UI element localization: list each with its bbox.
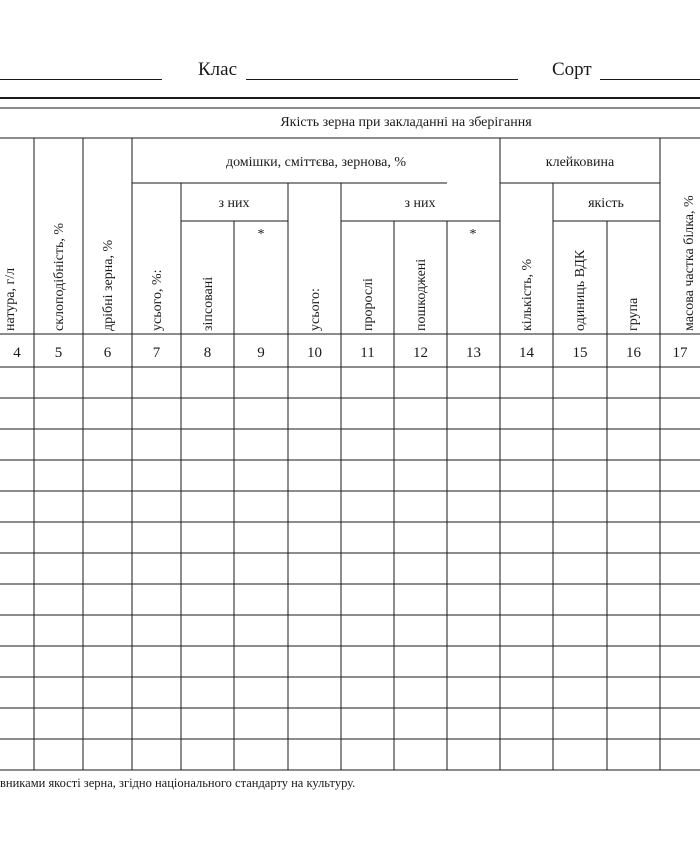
table-cell[interactable] xyxy=(501,368,552,397)
group-gluten: клейковина xyxy=(545,155,615,170)
table-cell[interactable] xyxy=(501,492,552,521)
table-cell[interactable] xyxy=(608,399,659,428)
table-cell[interactable] xyxy=(182,554,233,583)
table-cell[interactable] xyxy=(554,585,606,614)
column-number: 7 xyxy=(152,345,161,361)
table-cell[interactable] xyxy=(35,492,82,521)
table-cell[interactable] xyxy=(1,492,33,521)
table-cell[interactable] xyxy=(448,616,499,645)
table-cell[interactable] xyxy=(448,430,499,459)
table-cell[interactable] xyxy=(395,368,446,397)
table-cell[interactable] xyxy=(133,399,180,428)
table-cell[interactable] xyxy=(84,399,131,428)
table-cell[interactable] xyxy=(554,399,606,428)
table-cell[interactable] xyxy=(661,709,699,738)
table-cell[interactable] xyxy=(554,554,606,583)
table-cell[interactable] xyxy=(342,709,393,738)
table-cell[interactable] xyxy=(133,647,180,676)
table-cell[interactable] xyxy=(182,709,233,738)
table-cell[interactable] xyxy=(289,647,340,676)
table-cell[interactable] xyxy=(501,523,552,552)
table-cell[interactable] xyxy=(182,647,233,676)
table-cell[interactable] xyxy=(182,678,233,707)
table-cell[interactable] xyxy=(289,554,340,583)
table-cell[interactable] xyxy=(554,368,606,397)
table-cell[interactable] xyxy=(1,678,33,707)
header-natura: натура, г/л xyxy=(3,267,18,331)
table-cell[interactable] xyxy=(235,368,287,397)
table-title: Якість зерна при закладанні на зберігання xyxy=(280,115,532,130)
table-cell[interactable] xyxy=(554,740,606,769)
table-cell[interactable] xyxy=(289,430,340,459)
header-usogo-2: усього: xyxy=(308,288,323,331)
table-cell[interactable] xyxy=(84,523,131,552)
asterisk-col-9: * xyxy=(257,227,265,242)
table-cell[interactable] xyxy=(342,492,393,521)
table-cell[interactable] xyxy=(608,368,659,397)
table-cell[interactable] xyxy=(182,461,233,490)
table-cell[interactable] xyxy=(235,647,287,676)
table-cell[interactable] xyxy=(35,647,82,676)
table-cell[interactable] xyxy=(501,399,552,428)
table-cell[interactable] xyxy=(342,523,393,552)
table-cell[interactable] xyxy=(608,554,659,583)
column-number: 10 xyxy=(307,345,322,361)
table-cell[interactable] xyxy=(289,399,340,428)
table-cell[interactable] xyxy=(661,740,699,769)
table-cell[interactable] xyxy=(133,740,180,769)
column-number: 13 xyxy=(466,345,481,361)
header-grupa: група xyxy=(626,297,641,331)
table-cell[interactable] xyxy=(554,523,606,552)
table-cell[interactable] xyxy=(182,492,233,521)
table-cell[interactable] xyxy=(448,554,499,583)
table-cell[interactable] xyxy=(235,461,287,490)
table-cell[interactable] xyxy=(395,740,446,769)
table-cell[interactable] xyxy=(133,554,180,583)
column-number: 15 xyxy=(572,345,588,361)
table-cell[interactable] xyxy=(235,678,287,707)
table-cell[interactable] xyxy=(235,709,287,738)
column-number: 14 xyxy=(519,345,534,361)
table-cell[interactable] xyxy=(1,461,33,490)
table-cells xyxy=(1,368,699,769)
table-cell[interactable] xyxy=(342,740,393,769)
table-cell[interactable] xyxy=(342,647,393,676)
table-cell[interactable] xyxy=(395,678,446,707)
table-cell[interactable] xyxy=(661,678,699,707)
table-cell[interactable] xyxy=(395,709,446,738)
table-cell[interactable] xyxy=(608,740,659,769)
table-cell[interactable] xyxy=(501,647,552,676)
table-cell[interactable] xyxy=(554,492,606,521)
table-cell[interactable] xyxy=(342,585,393,614)
table-cell[interactable] xyxy=(235,616,287,645)
table-cell[interactable] xyxy=(661,523,699,552)
header-dribni-zerna: дрібні зерна, % xyxy=(101,239,116,331)
column-number: 5 xyxy=(54,345,63,361)
sort-label: Сорт xyxy=(552,59,592,80)
header-odynyts-vdk: одиниць ВДК xyxy=(573,249,588,331)
table-cell[interactable] xyxy=(1,709,33,738)
table-cell[interactable] xyxy=(133,709,180,738)
table-cell[interactable] xyxy=(1,585,33,614)
table-cell[interactable] xyxy=(608,647,659,676)
table-cell[interactable] xyxy=(84,430,131,459)
table-cell[interactable] xyxy=(501,678,552,707)
table-cell[interactable] xyxy=(35,399,82,428)
table-cell[interactable] xyxy=(448,523,499,552)
table-cell[interactable] xyxy=(661,461,699,490)
table-cell[interactable] xyxy=(133,585,180,614)
table-cell[interactable] xyxy=(84,368,131,397)
table-cell[interactable] xyxy=(84,554,131,583)
table-cell[interactable] xyxy=(289,492,340,521)
table-cell[interactable] xyxy=(133,678,180,707)
column-number: 16 xyxy=(626,345,641,361)
class-label: Клас xyxy=(198,59,238,80)
table-cell[interactable] xyxy=(235,399,287,428)
table-cell[interactable] xyxy=(133,368,180,397)
table-cell[interactable] xyxy=(608,709,659,738)
table-cell[interactable] xyxy=(35,461,82,490)
table-cell[interactable] xyxy=(1,399,33,428)
table-cell[interactable] xyxy=(84,616,131,645)
table-cell[interactable] xyxy=(448,678,499,707)
table-cell[interactable] xyxy=(661,368,699,397)
table-cell[interactable] xyxy=(554,616,606,645)
table-cell[interactable] xyxy=(395,492,446,521)
table-cell[interactable] xyxy=(501,430,552,459)
table-cell[interactable] xyxy=(1,740,33,769)
table-cell[interactable] xyxy=(235,740,287,769)
table-cell[interactable] xyxy=(182,399,233,428)
table-cell[interactable] xyxy=(661,492,699,521)
subheader-z-nykh-1: з них xyxy=(218,196,250,211)
table-cell[interactable] xyxy=(289,523,340,552)
table-cell[interactable] xyxy=(501,616,552,645)
table-cell[interactable] xyxy=(395,399,446,428)
table-cell[interactable] xyxy=(84,740,131,769)
table-cell[interactable] xyxy=(289,368,340,397)
table-cell[interactable] xyxy=(554,709,606,738)
table-cell[interactable] xyxy=(395,461,446,490)
table-cell[interactable] xyxy=(182,523,233,552)
table-cell[interactable] xyxy=(182,585,233,614)
table-cell[interactable] xyxy=(235,523,287,552)
header-proroslі: пророслі xyxy=(361,278,376,331)
table-cell[interactable] xyxy=(554,430,606,459)
table-cell[interactable] xyxy=(35,554,82,583)
table-cell[interactable] xyxy=(608,492,659,521)
table-cell[interactable] xyxy=(661,430,699,459)
header-poshkodzheni: пошкоджені xyxy=(414,258,429,331)
table-cell[interactable] xyxy=(289,585,340,614)
table-cell[interactable] xyxy=(35,368,82,397)
table-cell[interactable] xyxy=(661,616,699,645)
table-cell[interactable] xyxy=(289,709,340,738)
table-cell[interactable] xyxy=(35,616,82,645)
table-cell[interactable] xyxy=(182,430,233,459)
table-cell[interactable] xyxy=(554,647,606,676)
header-masova-chastka-bilka: масова частка білка, % xyxy=(682,195,697,331)
header-usogo-1: усього, %: xyxy=(150,269,165,331)
table-cell[interactable] xyxy=(661,399,699,428)
table-cell[interactable] xyxy=(235,492,287,521)
table-cell[interactable] xyxy=(554,461,606,490)
table-cell[interactable] xyxy=(608,430,659,459)
table-cell[interactable] xyxy=(395,554,446,583)
table-cell[interactable] xyxy=(608,616,659,645)
table-cell[interactable] xyxy=(1,616,33,645)
table-cell[interactable] xyxy=(182,616,233,645)
table-cell[interactable] xyxy=(133,430,180,459)
table-cell[interactable] xyxy=(395,430,446,459)
table-cell[interactable] xyxy=(342,616,393,645)
table-cell[interactable] xyxy=(501,740,552,769)
column-number: 9 xyxy=(257,345,265,361)
table-cell[interactable] xyxy=(84,492,131,521)
table-cell[interactable] xyxy=(342,368,393,397)
table-cell[interactable] xyxy=(501,585,552,614)
table-cell[interactable] xyxy=(84,709,131,738)
table-cell[interactable] xyxy=(289,461,340,490)
subheader-quality: якість xyxy=(588,196,624,211)
table-cell[interactable] xyxy=(35,585,82,614)
table-cell[interactable] xyxy=(448,399,499,428)
table-cell[interactable] xyxy=(448,461,499,490)
table-cell[interactable] xyxy=(133,461,180,490)
column-number: 4 xyxy=(13,345,21,361)
table-cell[interactable] xyxy=(395,585,446,614)
table-cell[interactable] xyxy=(342,678,393,707)
table-cell[interactable] xyxy=(342,554,393,583)
header-sklopodibnist: склоподібність, % xyxy=(52,223,67,331)
group-impurities: домішки, сміттєва, зернова, % xyxy=(225,155,407,170)
table-cell[interactable] xyxy=(84,585,131,614)
table-cell[interactable] xyxy=(235,585,287,614)
table-cell[interactable] xyxy=(608,523,659,552)
subheader-z-nykh-2: з них xyxy=(404,196,436,211)
table-cell[interactable] xyxy=(448,368,499,397)
table-cell[interactable] xyxy=(1,554,33,583)
table-cell[interactable] xyxy=(608,585,659,614)
table-cell[interactable] xyxy=(289,740,340,769)
table-cell[interactable] xyxy=(554,678,606,707)
table-cell[interactable] xyxy=(35,709,82,738)
column-number: 12 xyxy=(413,345,428,361)
table-cell[interactable] xyxy=(395,523,446,552)
table-cell[interactable] xyxy=(1,368,33,397)
table-cell[interactable] xyxy=(448,709,499,738)
table-cell[interactable] xyxy=(342,461,393,490)
table-cell[interactable] xyxy=(182,740,233,769)
column-numbers xyxy=(13,345,688,361)
table-cell[interactable] xyxy=(35,523,82,552)
table-cell[interactable] xyxy=(501,709,552,738)
table-cell[interactable] xyxy=(608,461,659,490)
table-cell[interactable] xyxy=(448,585,499,614)
table-cell[interactable] xyxy=(661,554,699,583)
table-cell[interactable] xyxy=(1,430,33,459)
table-cell[interactable] xyxy=(235,554,287,583)
table-cell[interactable] xyxy=(133,616,180,645)
table-cell[interactable] xyxy=(289,678,340,707)
table-cell[interactable] xyxy=(289,616,340,645)
table-cell[interactable] xyxy=(35,678,82,707)
header-zipsovani: зіпсовані xyxy=(201,276,216,331)
table-cell[interactable] xyxy=(35,430,82,459)
header-kilkist: кількість, % xyxy=(520,258,535,331)
table-cell[interactable] xyxy=(501,554,552,583)
table-cell[interactable] xyxy=(342,430,393,459)
table-cell[interactable] xyxy=(448,492,499,521)
table-cell[interactable] xyxy=(448,647,499,676)
table-cell[interactable] xyxy=(395,616,446,645)
table-cell[interactable] xyxy=(661,585,699,614)
table-cell[interactable] xyxy=(84,461,131,490)
table-cell[interactable] xyxy=(395,647,446,676)
table-cell[interactable] xyxy=(182,368,233,397)
column-number: 8 xyxy=(203,345,212,361)
asterisk-col-13: * xyxy=(469,227,477,242)
table-cell[interactable] xyxy=(661,647,699,676)
table-cell[interactable] xyxy=(84,678,131,707)
table-cell[interactable] xyxy=(133,523,180,552)
table-cell[interactable] xyxy=(342,399,393,428)
table-cell[interactable] xyxy=(133,492,180,521)
table-cell[interactable] xyxy=(1,647,33,676)
table-cell[interactable] xyxy=(448,740,499,769)
table-cell[interactable] xyxy=(235,430,287,459)
table-cell[interactable] xyxy=(84,647,131,676)
table-cell[interactable] xyxy=(501,461,552,490)
footnote: вниками якості зерна, згідно національного стандарту на культуру. xyxy=(0,776,356,790)
table-cell[interactable] xyxy=(1,523,33,552)
column-number: 17 xyxy=(672,345,688,361)
column-number: 6 xyxy=(103,345,112,361)
column-number: 11 xyxy=(360,345,375,361)
table-cell[interactable] xyxy=(35,740,82,769)
table-cell[interactable] xyxy=(608,678,659,707)
